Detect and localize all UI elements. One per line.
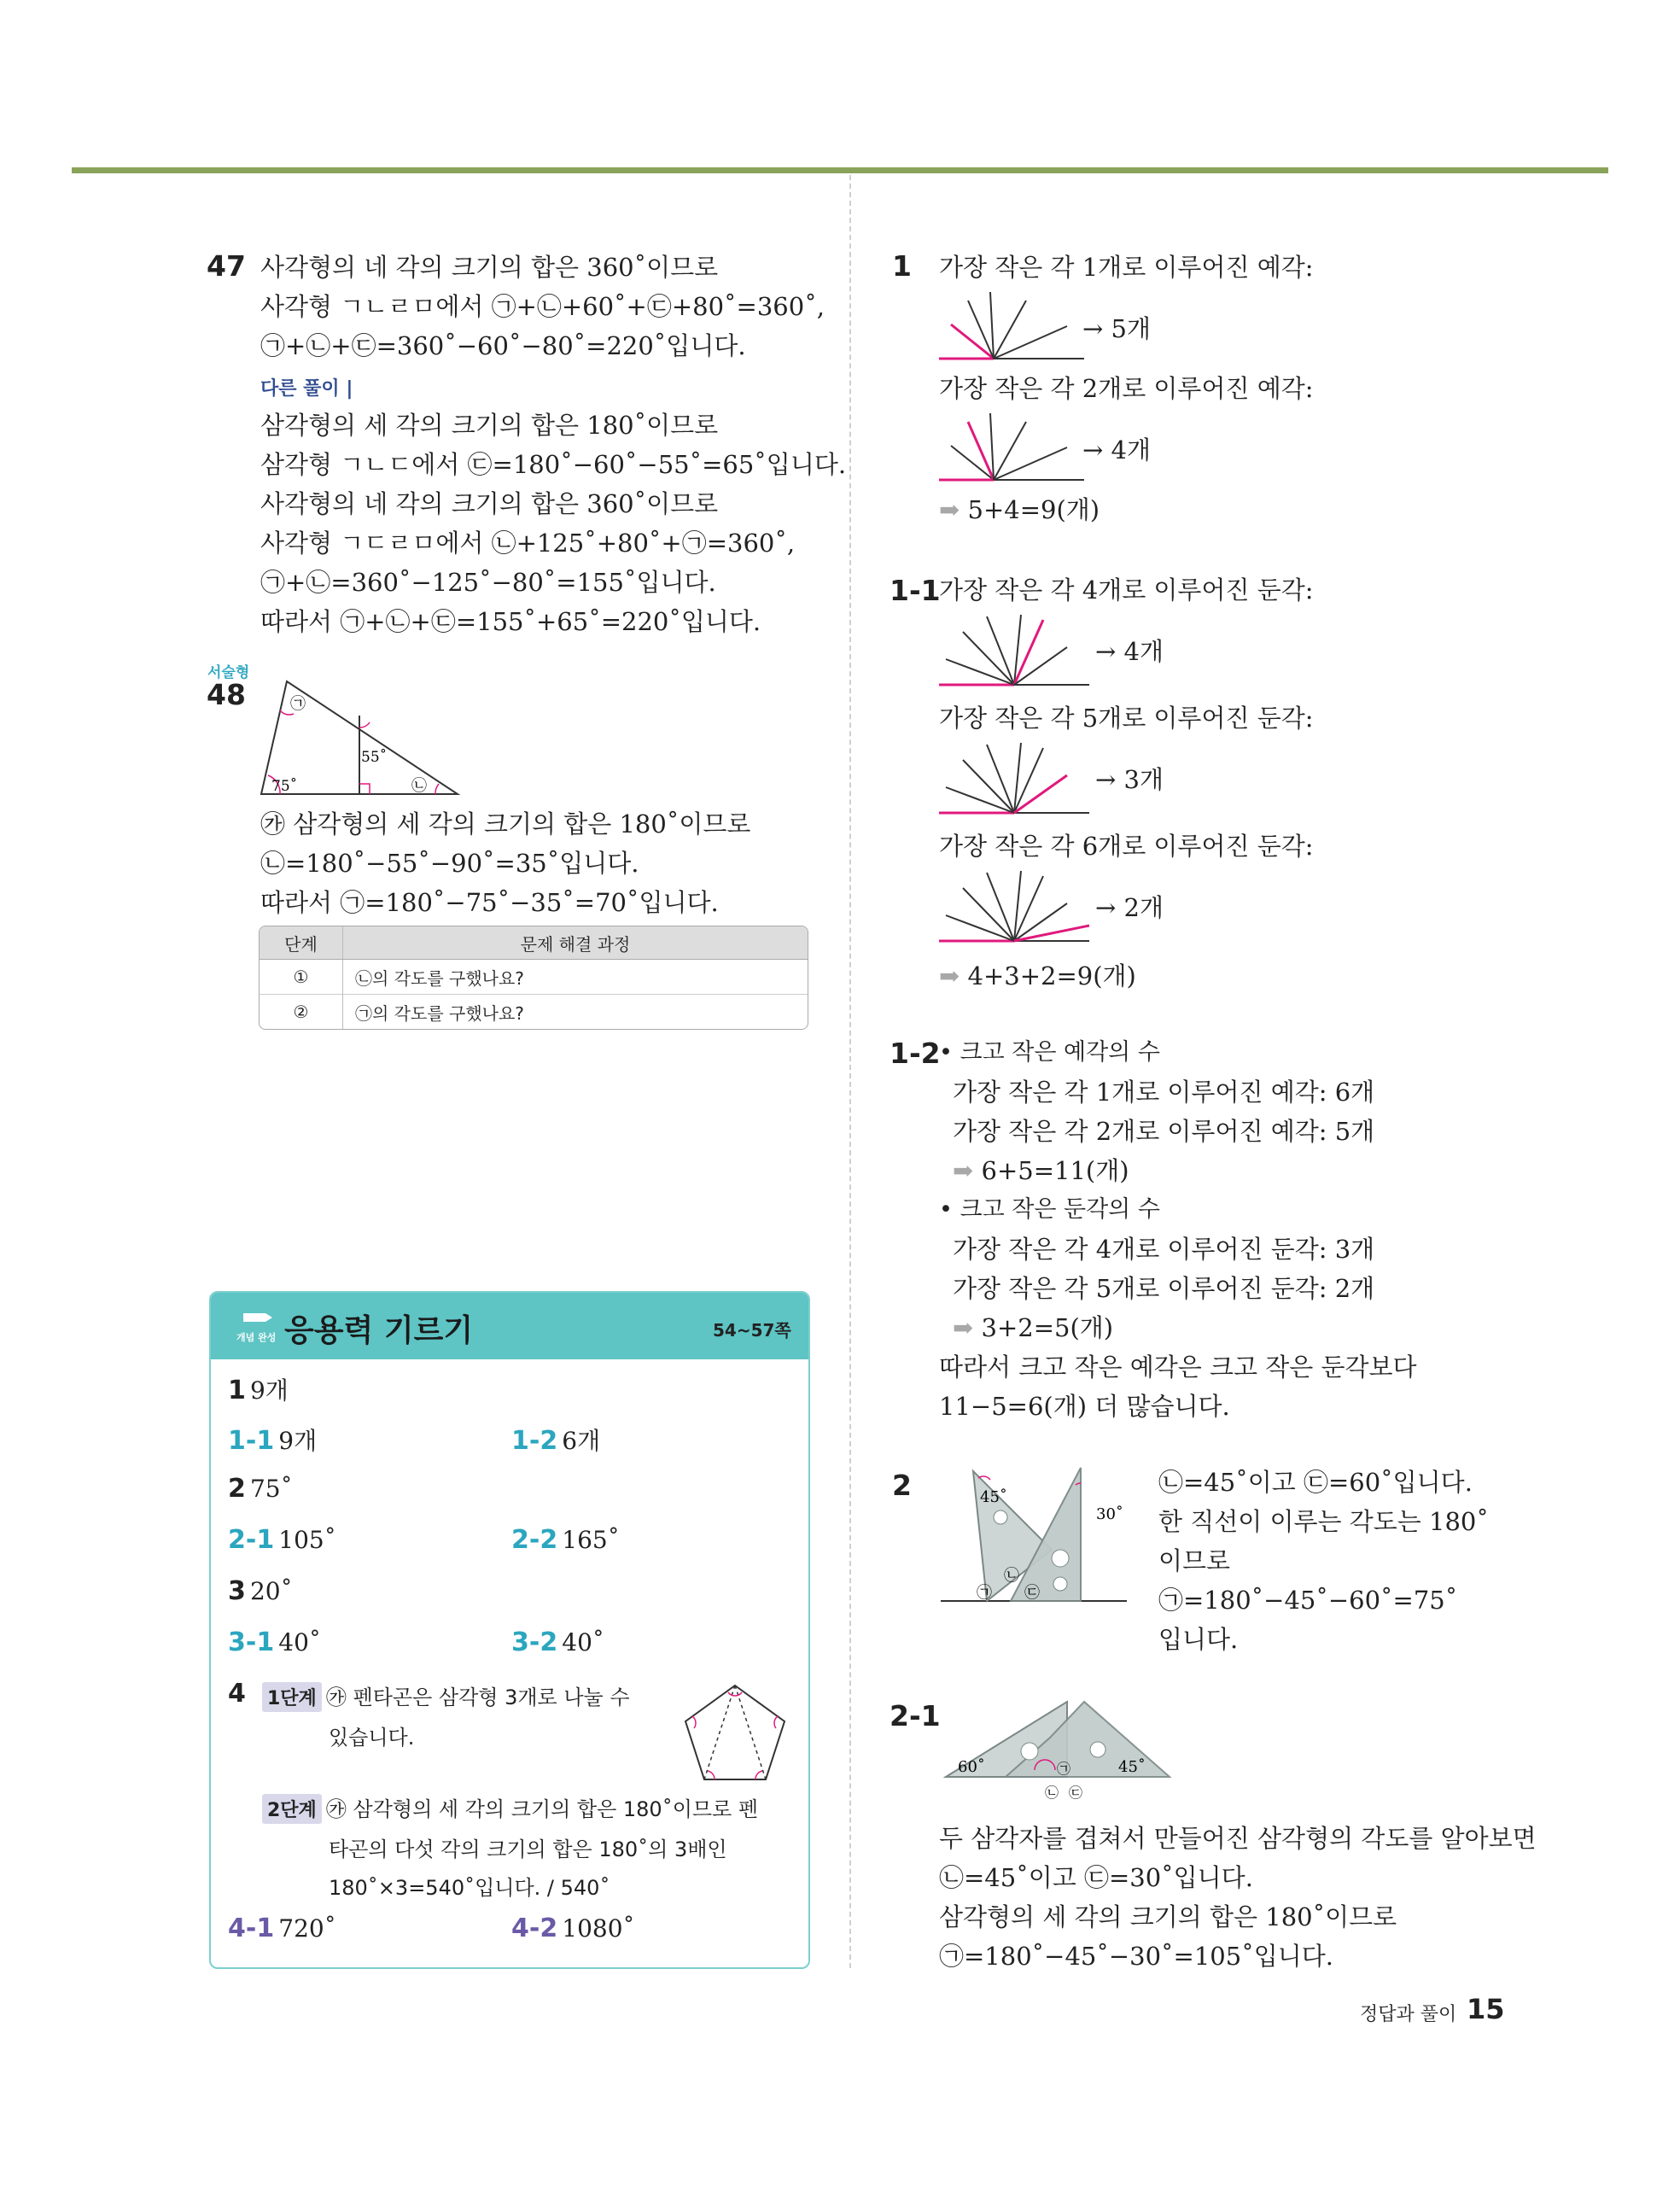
page-range: 54~57쪽 xyxy=(713,1320,791,1341)
solution-line: 입니다. xyxy=(1158,1625,1239,1654)
count-label: → 4개 xyxy=(1095,637,1164,666)
answer-value: 9개 xyxy=(278,1427,318,1455)
solution-line: 사각형의 네 각의 크기의 합은 360˚이므로 xyxy=(260,253,719,282)
angle-label: 60˚ xyxy=(958,1758,985,1776)
answer-num: 2-1 xyxy=(228,1525,275,1555)
solution-line: 가장 작은 각 6개로 이루어진 둔각: xyxy=(939,832,1314,861)
answer-item xyxy=(228,1474,293,1504)
answer-num: 1-2 xyxy=(511,1426,558,1456)
table-cell: ㉠의 각도를 구했나요? xyxy=(343,995,808,1030)
page-number: 15 xyxy=(1467,1993,1505,2025)
answer-num: 2 xyxy=(228,1474,246,1504)
angle-label: 55˚ xyxy=(361,749,388,766)
solution-line: ㉡=45˚이고 ㉢=30˚입니다. xyxy=(939,1863,1253,1892)
table-cell: ① xyxy=(260,960,343,995)
r21-solution xyxy=(939,1819,1537,1976)
count-label: → 3개 xyxy=(1095,765,1164,794)
solution-line: 사각형 ㄱㄴㄹㅁ에서 ㉠+㉡+60˚+㉢+80˚=360˚, xyxy=(260,292,825,321)
solution-line: 사각형 ㄱㄷㄹㅁ에서 ㉡+125˚+80˚+㉠=360˚, xyxy=(260,529,796,558)
angle-label: ㉢ xyxy=(1069,1785,1083,1801)
solution-line: 가장 작은 각 4개로 이루어진 둔각: 3개 xyxy=(953,1235,1375,1264)
result-value: 6+5=11(개) xyxy=(981,1156,1129,1185)
solution-line: 삼각형의 세 각의 크기의 합은 180˚이므로 xyxy=(939,1902,1397,1931)
bullet-line: • 크고 작은 예각의 수 xyxy=(939,1039,1160,1066)
step-text: 180˚×3=540˚입니다. / 540˚ xyxy=(329,1876,610,1900)
angle-label: ㉢ xyxy=(1024,1584,1040,1602)
pentagon-figure xyxy=(679,1679,791,1785)
arrow-icon: ➡ xyxy=(953,1156,982,1185)
answer-value: 20˚ xyxy=(249,1577,293,1605)
result-line xyxy=(939,1308,1417,1347)
descriptive-tag: 서술형 xyxy=(207,664,250,681)
answer-item xyxy=(228,1627,321,1657)
question-number: 1-1 xyxy=(890,574,941,607)
arrow-icon: ➡ xyxy=(939,495,968,524)
concept-badge xyxy=(236,1308,276,1342)
box-title: 응용력 기르기 xyxy=(284,1313,474,1348)
answer-item xyxy=(228,1913,336,1943)
angle-label: ㉠ xyxy=(290,695,306,713)
solution-line: 이므로 xyxy=(1158,1546,1231,1575)
answer-num: 1 xyxy=(228,1376,246,1405)
table-cell: ㉡의 각도를 구했나요? xyxy=(343,960,808,995)
solution-line: 따라서 크고 작은 예각은 크고 작은 둔각보다 xyxy=(939,1353,1417,1382)
angle-label: 45˚ xyxy=(1118,1758,1146,1776)
solution-line: 가장 작은 각 5개로 이루어진 둔각: xyxy=(939,704,1314,733)
angle-label: 75˚ xyxy=(271,778,298,795)
solution-line: 사각형의 네 각의 크기의 합은 360˚이므로 xyxy=(260,489,719,518)
angle-label: ㉡ xyxy=(411,777,427,795)
answer-value: 40˚ xyxy=(562,1628,604,1656)
answer-value: 75˚ xyxy=(249,1475,293,1503)
solution-line: 삼각형의 세 각의 크기의 합은 180˚이므로 xyxy=(260,411,719,440)
triangle-figure xyxy=(256,675,470,803)
solution-line: ㉠=180˚−45˚−60˚=75˚ xyxy=(1158,1586,1458,1615)
answer-num: 1-1 xyxy=(228,1426,275,1456)
angle-fan-figure xyxy=(939,613,1093,692)
table-row xyxy=(260,960,808,995)
step-text: 있습니다. xyxy=(329,1726,415,1750)
step-label: 1단계 xyxy=(262,1682,322,1712)
angle-label: 30˚ xyxy=(1096,1505,1123,1523)
answer-item xyxy=(228,1372,289,1406)
answer-value: 105˚ xyxy=(278,1526,336,1554)
answer-num: 4-1 xyxy=(228,1913,275,1943)
badge-label: 개념 완성 xyxy=(236,1332,277,1343)
answer-item xyxy=(511,1913,635,1943)
result-line xyxy=(939,956,1136,996)
question-number: 47 xyxy=(207,249,246,283)
solution-line: 가장 작은 각 5개로 이루어진 둔각: 2개 xyxy=(953,1274,1375,1303)
solution-line: 가장 작은 각 1개로 이루어진 예각: 6개 xyxy=(953,1078,1375,1107)
angle-label: ㉡ xyxy=(1004,1567,1019,1585)
angle-label: 45˚ xyxy=(980,1488,1007,1506)
solution-line: 가장 작은 각 1개로 이루어진 예각: xyxy=(939,253,1314,282)
answer-item xyxy=(511,1525,620,1555)
result-line xyxy=(939,490,1100,529)
result-value: 5+4=9(개) xyxy=(967,495,1100,524)
answer-value: 720˚ xyxy=(278,1914,336,1943)
result-value: 3+2=5(개) xyxy=(981,1313,1114,1342)
table-header: 문제 해결 과정 xyxy=(343,926,808,960)
set-squares-figure xyxy=(939,1464,1135,1610)
answer-num: 3 xyxy=(228,1576,246,1606)
set-squares-figure xyxy=(939,1695,1178,1806)
angle-label: ㉡ xyxy=(1045,1785,1059,1801)
result-value: 4+3+2=9(개) xyxy=(967,961,1136,990)
alt-solution-label: 다른 풀이 | xyxy=(260,378,353,400)
table-cell: ② xyxy=(260,995,343,1030)
step-label: 2단계 xyxy=(262,1794,322,1824)
q48-solution xyxy=(260,804,750,922)
step-text: ㉮ 펜타곤은 삼각형 3개로 나눌 수 xyxy=(325,1686,630,1709)
count-label: → 4개 xyxy=(1082,435,1151,464)
r12-solution xyxy=(939,1033,1417,1426)
solution-line: 가장 작은 각 2개로 이루어진 예각: xyxy=(939,374,1314,403)
answer-value: 6개 xyxy=(562,1427,601,1455)
solution-line: 11−5=6(개) 더 많습니다. xyxy=(939,1392,1230,1421)
top-rule xyxy=(72,167,1608,173)
arrow-icon: ➡ xyxy=(953,1313,982,1342)
answer-item xyxy=(511,1627,604,1657)
angle-label: ㉠ xyxy=(977,1584,992,1602)
angle-fan-figure xyxy=(939,869,1093,948)
answer-item xyxy=(228,1576,293,1606)
angle-fan-figure xyxy=(939,290,1093,365)
solution-line: 따라서 ㉠+㉡+㉢=155˚+65˚=220˚입니다. xyxy=(260,607,761,636)
solution-line: 한 직선이 이루는 각도는 180˚ xyxy=(1158,1507,1489,1536)
answer-item xyxy=(228,1423,317,1457)
question-number: 48 xyxy=(207,678,246,711)
answer-num: 2-2 xyxy=(511,1525,558,1555)
answer-value: 9개 xyxy=(249,1376,289,1405)
table-row xyxy=(260,995,808,1030)
column-divider xyxy=(849,175,851,1968)
solution-line: ㉡=45˚이고 ㉢=60˚입니다. xyxy=(1158,1468,1473,1497)
solution-line: ㉮ 삼각형의 세 각의 크기의 합은 180˚이므로 xyxy=(260,809,751,838)
answer-value: 165˚ xyxy=(562,1526,620,1554)
count-label: → 5개 xyxy=(1082,314,1151,343)
solution-line: 두 삼각자를 겹쳐서 만들어진 삼각형의 각도를 알아보면 xyxy=(939,1824,1537,1853)
solution-line: 삼각형 ㄱㄴㄷ에서 ㉢=180˚−60˚−55˚=65˚입니다. xyxy=(260,450,847,479)
answer-value: 1080˚ xyxy=(562,1914,635,1943)
angle-fan-figure xyxy=(939,741,1093,820)
question-number: 2 xyxy=(892,1469,912,1502)
bullet-line: • 크고 작은 둔각의 수 xyxy=(939,1196,1160,1223)
r2-solution xyxy=(1158,1463,1489,1659)
answer-value: 40˚ xyxy=(278,1628,321,1656)
pencil-icon xyxy=(236,1308,276,1327)
table-header: 단계 xyxy=(260,926,343,960)
answer-item xyxy=(228,1525,336,1555)
step1 xyxy=(262,1680,630,1750)
answer-item xyxy=(511,1423,600,1457)
angle-fan-figure xyxy=(939,412,1093,487)
question-number: 1-2 xyxy=(890,1037,941,1070)
solution-line: ㉡=180˚−55˚−90˚=35˚입니다. xyxy=(260,849,639,878)
answer-num: 3-2 xyxy=(511,1627,558,1657)
footer-label: 정답과 풀이 xyxy=(1360,2004,1457,2025)
scoring-table xyxy=(259,926,808,1030)
count-label: → 2개 xyxy=(1095,893,1164,922)
step-text: ㉮ 삼각형의 세 각의 크기의 합은 180˚이므로 펜 xyxy=(325,1797,759,1821)
solution-line: ㉠=180˚−45˚−30˚=105˚입니다. xyxy=(939,1942,1333,1971)
solution-line: 따라서 ㉠=180˚−75˚−35˚=70˚입니다. xyxy=(260,888,719,917)
answer-box xyxy=(209,1291,810,1969)
question-number: 1 xyxy=(892,249,912,283)
answer-num: 4 xyxy=(228,1679,246,1709)
solution-line: 가장 작은 각 4개로 이루어진 둔각: xyxy=(939,576,1314,605)
result-line xyxy=(939,1151,1417,1190)
solution-line: ㉠+㉡=360˚−125˚−80˚=155˚입니다. xyxy=(260,568,716,597)
solution-line: 가장 작은 각 2개로 이루어진 예각: 5개 xyxy=(953,1117,1375,1146)
angle-label: ㉠ xyxy=(1057,1761,1071,1777)
step2 xyxy=(262,1792,800,1901)
q47-solution xyxy=(260,248,846,641)
solution-line: ㉠+㉡+㉢=360˚−60˚−80˚=220˚입니다. xyxy=(260,331,746,360)
question-number: 2-1 xyxy=(890,1699,941,1732)
answer-num: 4-2 xyxy=(511,1913,558,1943)
arrow-icon: ➡ xyxy=(939,961,968,990)
step-text: 타곤의 다섯 각의 크기의 합은 180˚의 3배인 xyxy=(329,1838,727,1861)
answer-num: 3-1 xyxy=(228,1627,275,1657)
